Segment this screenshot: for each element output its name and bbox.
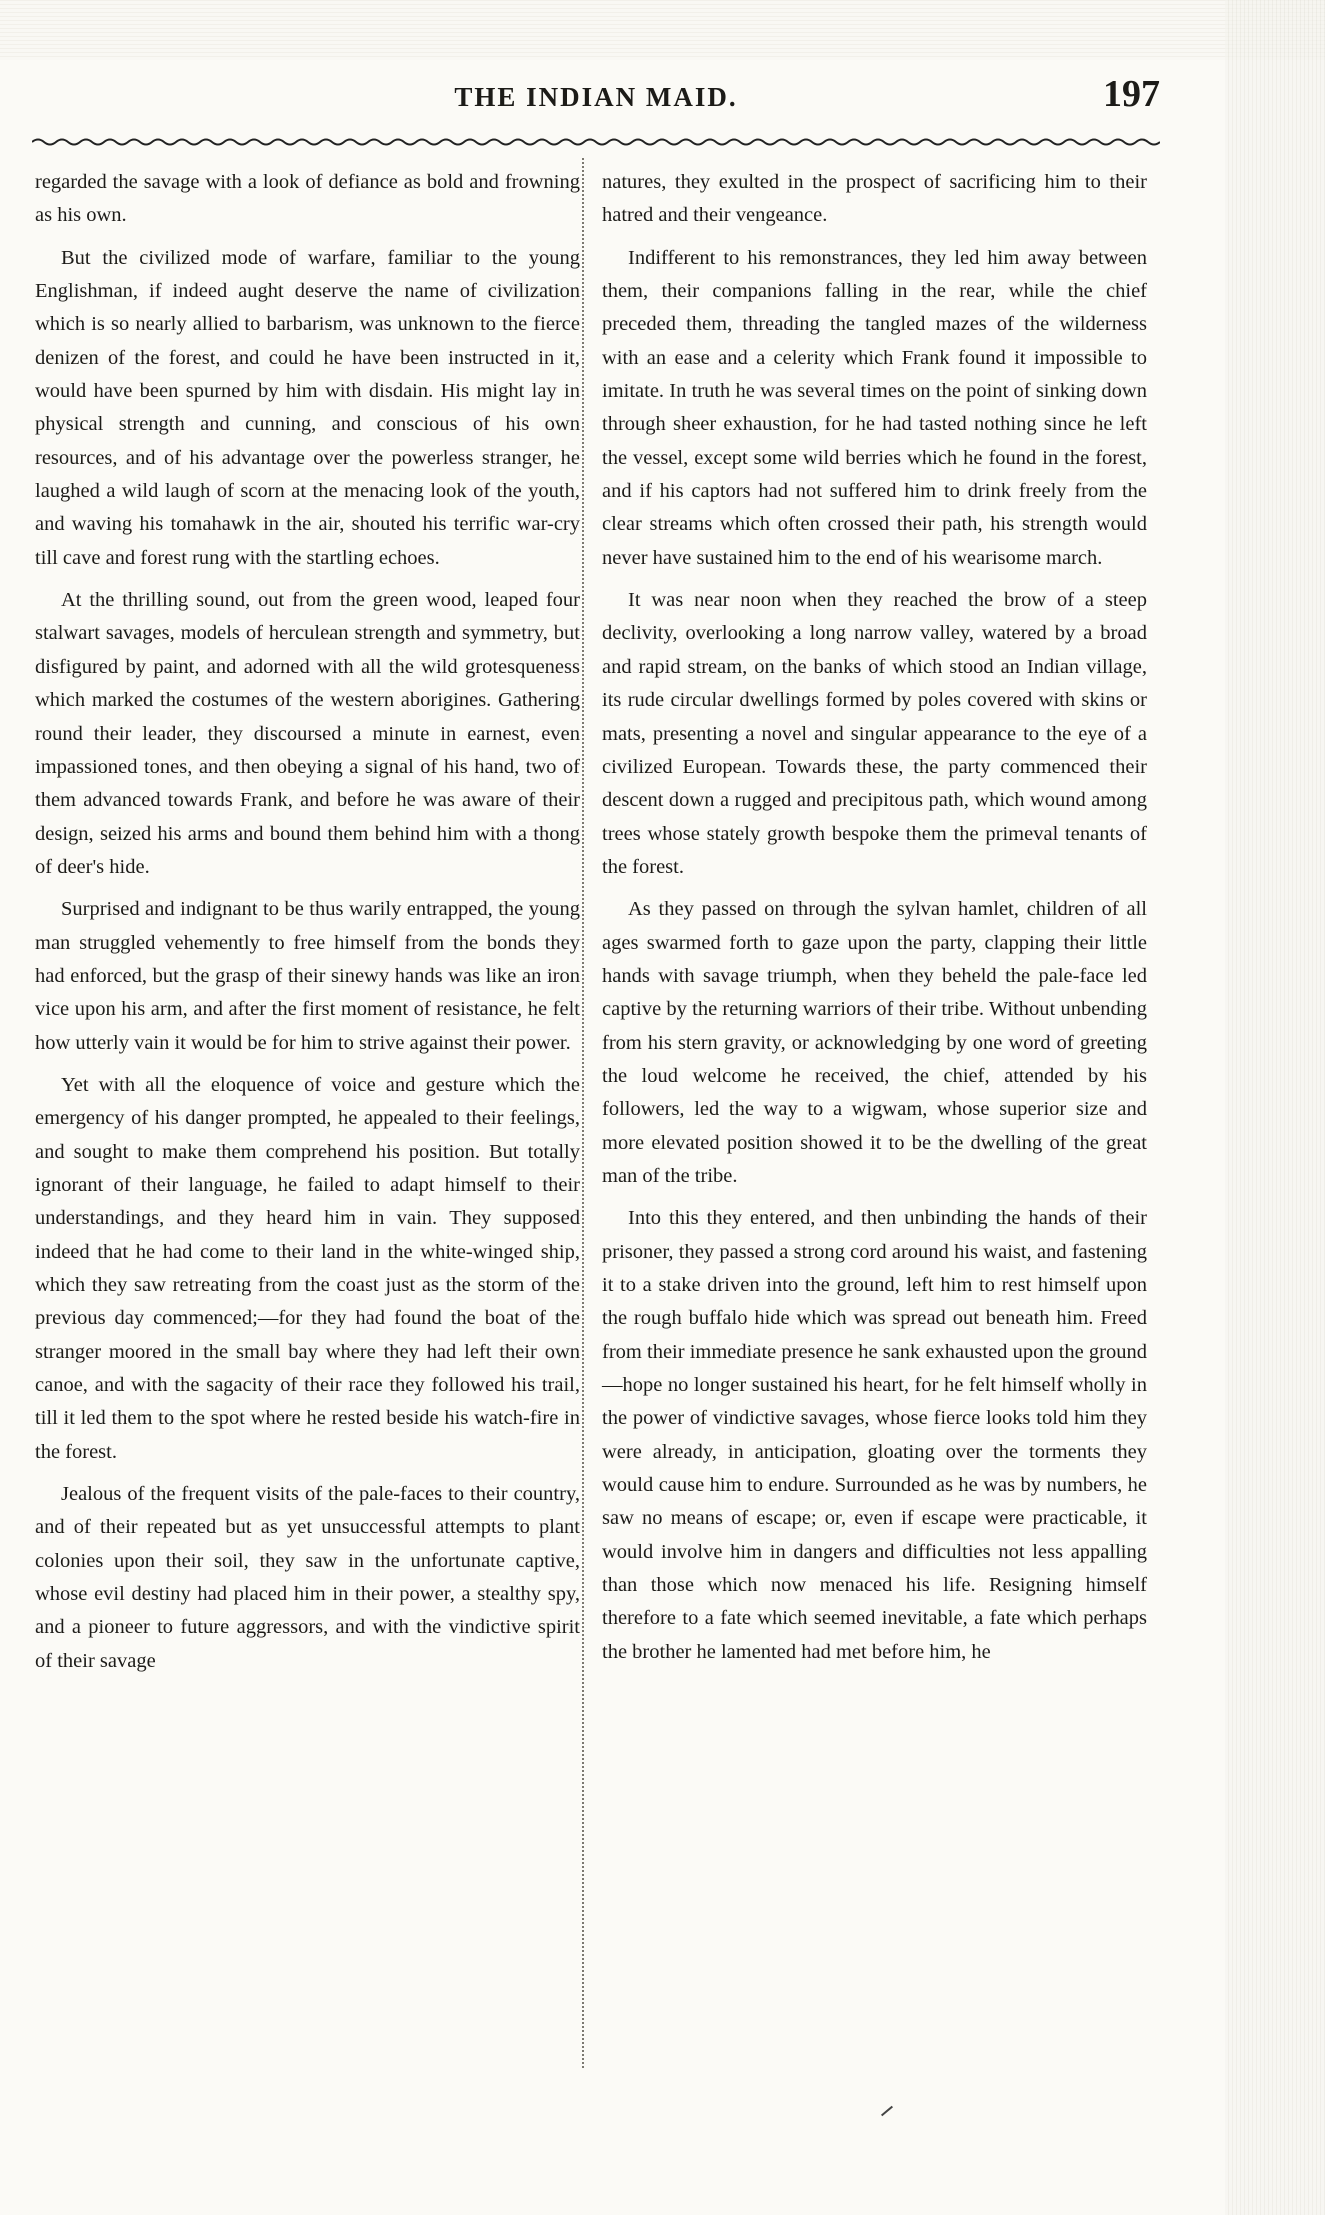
paragraph: Indifferent to his remonstrances, they led him away between them, their companions falling in the rear, while the chief preceded them, threading the tangled mazes of the wilderness with an ease and a celerity which Frank found it impossible to imitate. In truth he was several times on the point of sinking down through sheer exhaustion, for he had tasted nothing since he left the vessel, except some wild berries which he found in the forest, and if his captors had not suffered him to drink freely from the clear streams which often crossed their path, his strength would never have sustained him to the end of his wearisome march. bbox=[602, 246, 1147, 569]
paragraph: Yet with all the eloquence of voice and gesture which the emergency of his danger prompted, he appealed to their feelings, and sought to make them comprehend his position. But totally ignorant of their language, he failed to adapt himself to their understandings, and they heard him in vain. They supposed indeed that he had come to their land in the white-winged ship, which they saw retreating from the coast just as the storm of the previous day commenced;—for they had found the boat of the stranger moored in the small bay where they had left their own canoe, and with the sagacity of their race they followed his trail, till it led them to the spot where he rested beside his watch-fire in the forest. bbox=[35, 1073, 580, 1463]
paragraph: At the thrilling sound, out from the green wood, leaped four stalwart savages, models of herculean strength and symmetry, but disfigured by paint, and adorned with all the wild grotesqueness which marked the costumes of the western aborigines. Gathering round their leader, they discoursed a minute in earnest, even impassioned tones, and then obeying a signal of his hand, two of them advanced towards Frank, and before he was aware of their design, seized his arms and bound them behind him with a thong of deer's hide. bbox=[35, 589, 580, 878]
paragraph: As they passed on through the sylvan hamlet, children of all ages swarmed forth to gaze upon the party, clapping their little hands with savage triumph, when they beheld the pale-face led captive by the returning warriors of their tribe. Without unbending from his stern gravity, or acknowledging by one word of greeting the loud welcome he received, the chief, attended by his followers, led the way to a wigwam, whose superior size and more elevated position showed it to be the dwelling of the great man of the tribe. bbox=[602, 898, 1147, 1187]
page-edge-top bbox=[0, 0, 1325, 60]
paragraph: But the civilized mode of warfare, familiar to the young Englishman, if indeed aught deserve the name of civilization which is so nearly allied to barbarism, was unknown to the fierce denizen of the forest, and could he have been instructed in it, would have been spurned by him with disdain. His might lay in physical strength and cunning, and conscious of his own resources, and of his advantage over the powerless stranger, he laughed a wild laugh of scorn at the menacing look of the youth, and waving his tomahawk in the air, shouted his terrific war-cry till cave and forest rung with the startling echoes. bbox=[35, 246, 580, 569]
left-text-column bbox=[35, 166, 580, 1687]
running-title: THE INDIAN MAID. bbox=[454, 82, 738, 112]
paragraph: Into this they entered, and then unbinding the hands of their prisoner, they passed a strong cord around his waist, and fastening it to a stake driven into the ground, left him to rest himself upon the rough buffalo hide which was spread out beneath him. Freed from their immediate presence he sank exhausted upon the ground—hope no longer sustained his heart, for he felt himself wholly in the power of vindictive savages, whose fierce looks told him they were already, in anticipation, gloating over the torments they would cause him to endure. Surrounded as he was by numbers, he saw no means of escape; or, even if escape were practicable, it would involve him in dangers and difficulties not less appalling than those which now menaced his life. Resigning himself therefore to a fate which seemed inevitable, a fate which perhaps the brother he lamented had met before him, he bbox=[602, 1207, 1147, 1663]
column-divider bbox=[582, 158, 586, 2068]
page-edge-right bbox=[1225, 0, 1325, 2215]
paragraph: Jealous of the frequent visits of the pale-faces to their country, and of their repeated but as yet unsuccessful attempts to plant colonies upon their soil, they saw in the unfortunate captive, whose evil destiny had placed him in their power, a stealthy spy, and a pioneer to future aggressors, and with the vindictive spirit of their savage bbox=[35, 1483, 580, 1672]
paragraph: Surprised and indignant to be thus warily entrapped, the young man struggled vehemently to free himself from the bonds they had enforced, but the grasp of their sinewy hands was like an iron vice upon his arm, and after the first moment of resistance, he felt how utterly vain it would be for him to strive against their power. bbox=[35, 898, 580, 1054]
stray-ink-mark bbox=[881, 2106, 893, 2117]
page-header bbox=[32, 72, 1160, 122]
paragraph: regarded the savage with a look of defiance as bold and frowning as his own. bbox=[35, 171, 580, 227]
header-wavy-rule bbox=[32, 136, 1160, 148]
paragraph: natures, they exulted in the prospect of sacrificing him to their hatred and their vengeance. bbox=[602, 171, 1147, 227]
paragraph: It was near noon when they reached the brow of a steep declivity, overlooking a long narrow valley, watered by a broad and rapid stream, on the banks of which stood an Indian village, its rude circular dwellings formed by poles covered with skins or mats, presenting a novel and singular appearance to the eye of a civilized European. Towards these, the party commenced their descent down a rugged and precipitous path, which wound among trees whose stately growth bespoke them the primeval tenants of the forest. bbox=[602, 589, 1147, 878]
right-text-column bbox=[602, 166, 1147, 1678]
page-number: 197 bbox=[1103, 73, 1160, 115]
